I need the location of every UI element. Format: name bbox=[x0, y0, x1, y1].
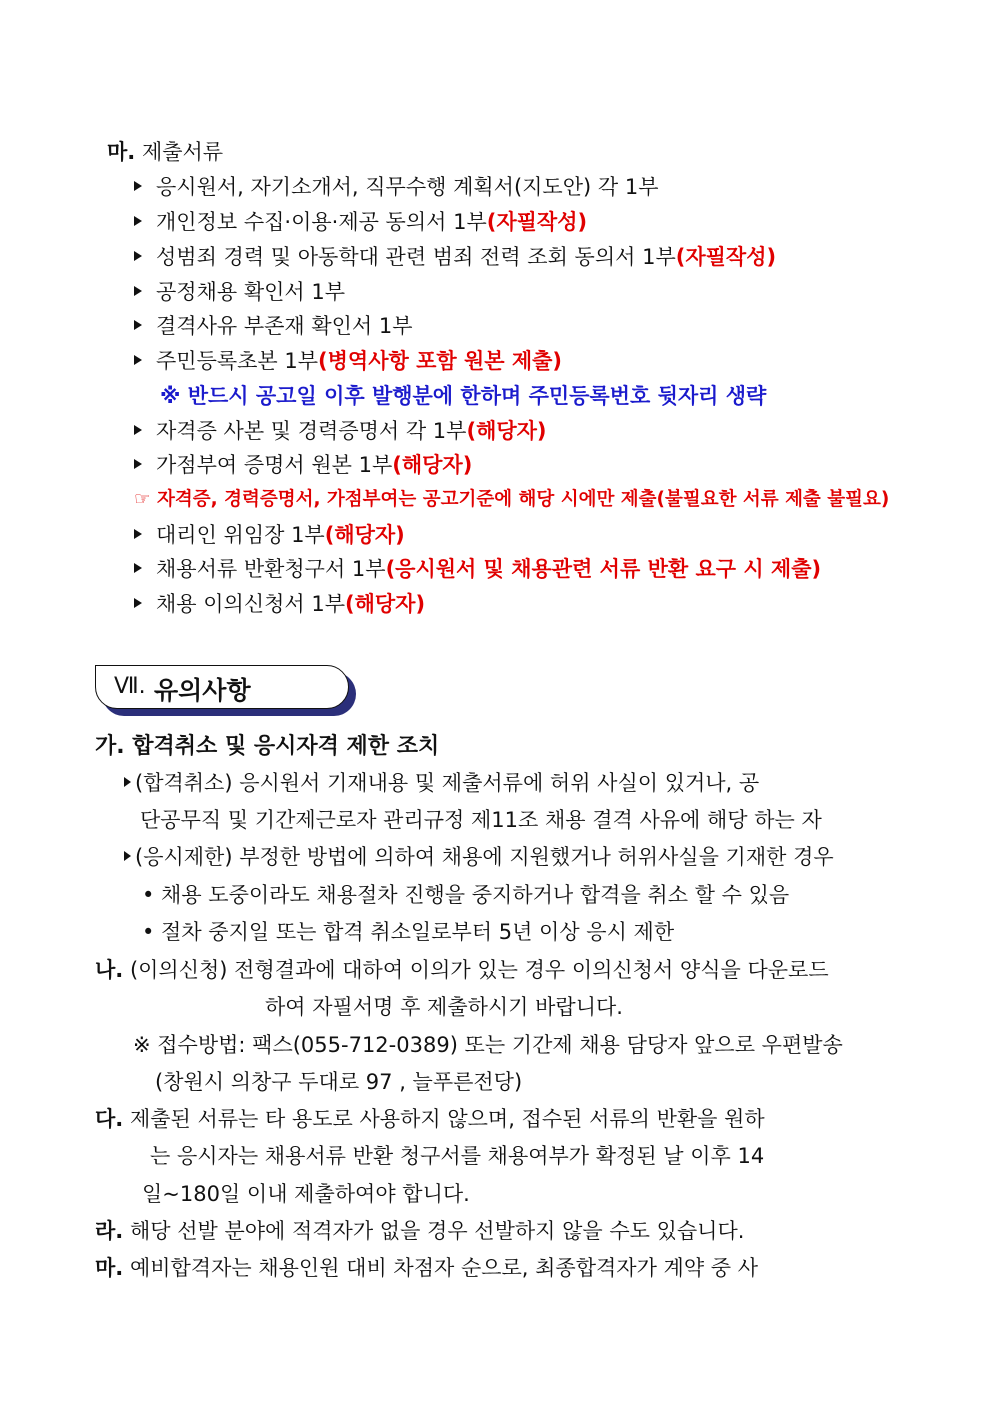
note-ma: 마. 예비합격자는 채용인원 대비 차점자 순으로, 최종합격자가 계약 중 사 bbox=[95, 1256, 759, 1280]
header-box bbox=[95, 665, 349, 709]
note-da-cont: 일~180일 이내 제출하여야 합니다. bbox=[142, 1182, 470, 1206]
section-title: 제출서류 bbox=[141, 140, 224, 164]
resident-note: ※ 반드시 공고일 이후 발행분에 한하며 주민등록번호 뒷자리 생략 bbox=[160, 384, 767, 408]
note-na-address: (창원시 의창구 두대로 97 , 늘푸른전당) bbox=[155, 1070, 523, 1094]
triangle-bullet-icon bbox=[134, 425, 142, 435]
doc-item: 응시원서, 자기소개서, 직무수행 계획서(지도안) 각 1부 bbox=[134, 173, 658, 201]
note-ga-bullet: (응시제한) 부정한 방법에 의하여 채용에 지원했거나 허위사실을 기재한 경우 bbox=[124, 843, 834, 871]
note-ga-dot: • 채용 도중이라도 채용절차 진행을 중지하거나 합격을 취소 할 수 있음 bbox=[142, 883, 790, 907]
doc-item: 가점부여 증명서 원본 1부(해당자) bbox=[134, 451, 472, 479]
section-marker: 마. bbox=[107, 140, 136, 164]
triangle-bullet-icon bbox=[124, 851, 131, 861]
triangle-bullet-icon bbox=[134, 216, 142, 226]
doc-item: 채용서류 반환청구서 1부(응시원서 및 채용관련 서류 반환 요구 시 제출) bbox=[134, 555, 821, 583]
triangle-bullet-icon bbox=[134, 251, 142, 261]
doc-item: 공정채용 확인서 1부 bbox=[134, 278, 345, 306]
doc-item: 개인정보 수집·이용·제공 동의서 1부(자필작성) bbox=[134, 208, 587, 236]
doc-item: 채용 이의신청서 1부(해당자) bbox=[134, 590, 425, 618]
note-na-method: ※ 접수방법: 팩스(055-712-0389) 또는 기간제 채용 담당자 앞으로 우편발송 bbox=[133, 1033, 843, 1057]
triangle-bullet-icon bbox=[124, 777, 131, 787]
note-ga-bullet-cont: 단공무직 및 기간제근로자 관리규정 제11조 채용 결격 사유에 해당 하는 자 bbox=[140, 808, 822, 832]
cert-note: ☞ 자격증, 경력증명서, 가점부여는 공고기준에 해당 시에만 제출(불필요한 서류 제출 불필요) bbox=[134, 489, 890, 510]
section-header bbox=[95, 665, 355, 713]
note-ra: 라. 해당 선발 분야에 적격자가 없을 경우 선발하지 않을 수도 있습니다. bbox=[95, 1219, 745, 1243]
doc-item: 대리인 위임장 1부(해당자) bbox=[134, 521, 405, 549]
section-number: Ⅶ. bbox=[114, 674, 146, 699]
note-da: 다. 제출된 서류는 타 용도로 사용하지 않으며, 접수된 서류의 반환을 원하 bbox=[95, 1107, 765, 1131]
triangle-bullet-icon bbox=[134, 286, 142, 296]
doc-item: 주민등록초본 1부(병역사항 포함 원본 제출) bbox=[134, 347, 562, 375]
note-ga-bullet: (합격취소) 응시원서 기재내용 및 제출서류에 허위 사실이 있거나, 공 bbox=[124, 769, 759, 797]
submission-heading bbox=[107, 138, 223, 166]
doc-item: 결격사유 부존재 확인서 1부 bbox=[134, 312, 413, 340]
section-title: 유의사항 bbox=[154, 676, 251, 705]
triangle-bullet-icon bbox=[134, 459, 142, 469]
triangle-bullet-icon bbox=[134, 598, 142, 608]
triangle-bullet-icon bbox=[134, 355, 142, 365]
triangle-bullet-icon bbox=[134, 563, 142, 573]
note-da-cont: 는 응시자는 채용서류 반환 청구서를 채용여부가 확정된 날 이후 14 bbox=[150, 1144, 765, 1168]
note-na-cont: 하여 자필서명 후 제출하시기 바랍니다. bbox=[265, 995, 623, 1019]
note-na: 나. (이의신청) 전형결과에 대하여 이의가 있는 경우 이의신청서 양식을 다운로드 bbox=[95, 958, 829, 982]
note-ga-heading: 가. 합격취소 및 응시자격 제한 조치 bbox=[95, 734, 440, 759]
doc-item: 자격증 사본 및 경력증명서 각 1부(해당자) bbox=[134, 417, 547, 445]
triangle-bullet-icon bbox=[134, 529, 142, 539]
doc-item: 성범죄 경력 및 아동학대 관련 범죄 전력 조회 동의서 1부(자필작성) bbox=[134, 243, 776, 271]
triangle-bullet-icon bbox=[134, 181, 142, 191]
note-ga-dot: • 절차 중지일 또는 합격 취소일로부터 5년 이상 응시 제한 bbox=[142, 920, 675, 944]
triangle-bullet-icon bbox=[134, 320, 142, 330]
